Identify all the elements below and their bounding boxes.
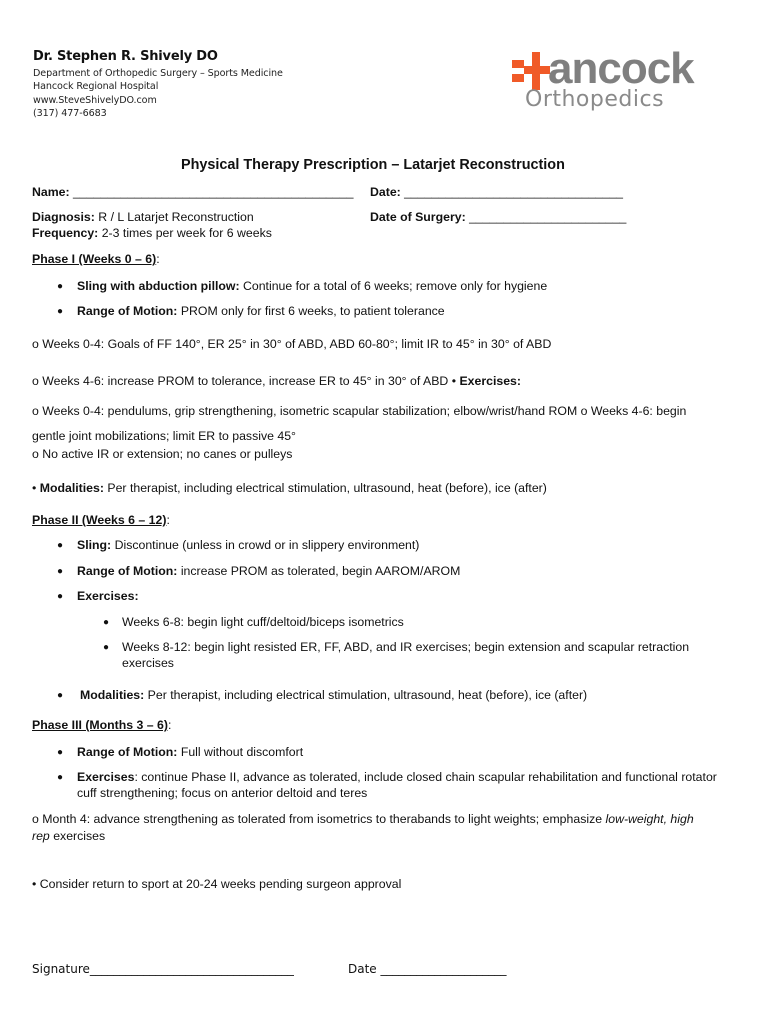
phase1-weeks46: o Weeks 4-6: increase PROM to tolerance, increase ER to 45° in 30° of ABD • Exercises: [32, 374, 521, 388]
logo-word: ancock [548, 44, 694, 93]
bullet-icon: ● [57, 306, 64, 317]
phase3-exercises-b: cuff strengthening; focus on anterior deltoid and teres [77, 786, 368, 800]
phase2-heading: Phase II (Weeks 6 – 12): [32, 513, 170, 527]
phase3-month4-b: rep exercises [32, 829, 106, 843]
surgery-date-label: Date of Surgery: [370, 210, 466, 224]
surgery-date-blank: _______________________ [469, 210, 627, 224]
phase1-weeks04: o Weeks 0-4: Goals of FF 140°, ER 25° in 30° of ABD, ABD 60-80°; limit IR to 45° in 30° of ABD [32, 337, 552, 351]
frequency-label: Frequency: [32, 226, 99, 240]
diagnosis-label: Diagnosis: [32, 210, 95, 224]
department: Department of Orthopedic Surgery – Sports Medicine [33, 68, 283, 79]
phase1-heading: Phase I (Weeks 0 – 6): [32, 252, 160, 266]
phase2-sub2a: Weeks 8-12: begin light resisted ER, FF, ABD, and IR exercises; begin extension and scapular retraction [122, 640, 690, 654]
signature-line: Signature__________________________________ [32, 962, 294, 976]
doctor-name: Dr. Stephen R. Shively DO [33, 49, 218, 64]
phase1-modalities: • Modalities: Per therapist, including electrical stimulation, ultrasound, heat (before), ice (after) [32, 481, 547, 495]
phase3-month4-a: o Month 4: advance strengthening as tolerated from isometrics to therabands to light weights; emphasize low-weight, high [32, 812, 694, 826]
name-label: Name: [32, 185, 70, 199]
return-to-sport: • Consider return to sport at 20-24 weeks pending surgeon approval [32, 877, 402, 891]
bullet-icon: ● [57, 281, 64, 292]
website: www.SteveShivelyDO.com [33, 95, 157, 106]
phase2-sub1: Weeks 6-8: begin light cuff/deltoid/biceps isometrics [122, 615, 404, 629]
phase3-heading: Phase III (Months 3 – 6): [32, 718, 172, 732]
diagnosis [32, 210, 254, 224]
logo-subtitle: Orthopedics [525, 87, 665, 112]
diagnosis-value: R / L Latarjet Reconstruction [98, 210, 254, 224]
phase1-rom: Range of Motion: PROM only for first 6 weeks, to patient tolerance [77, 304, 445, 318]
phase2-modalities: Modalities: Per therapist, including electrical stimulation, ultrasound, heat (before), ice (after) [80, 688, 588, 702]
phase1-ex-line3: o No active IR or extension; no canes or pulleys [32, 447, 293, 461]
surgery-date-field [370, 210, 626, 224]
hancock-logo [512, 44, 747, 116]
bullet-icon: ● [57, 690, 64, 701]
phase3-rom: Range of Motion: Full without discomfort [77, 745, 304, 759]
phase2-rom: Range of Motion: increase PROM as tolerated, begin AAROM/AROM [77, 564, 461, 578]
frequency-value: 2-3 times per week for 6 weeks [101, 226, 272, 240]
bullet-icon: ● [103, 642, 110, 653]
signature-date-line: Date _____________________ [348, 962, 507, 976]
phase2-exercises-label: Exercises: [77, 589, 139, 603]
date-blank: ________________________________ [404, 185, 624, 199]
bullet-icon: ● [57, 772, 64, 783]
phone: (317) 477-6683 [33, 108, 107, 119]
cross-h-icon [512, 52, 550, 92]
bullet-icon: ● [57, 747, 64, 758]
bullet-icon: ● [57, 566, 64, 577]
bullet-icon: ● [57, 591, 64, 602]
phase1-ex-line2: gentle joint mobilizations; limit ER to passive 45° [32, 429, 296, 443]
name-blank: _________________________________________ [73, 185, 354, 199]
date-field [370, 185, 623, 199]
frequency [32, 226, 272, 240]
hospital: Hancock Regional Hospital [33, 81, 159, 92]
name-field [32, 185, 353, 199]
page-title: Physical Therapy Prescription – Latarjet Reconstruction [181, 157, 565, 173]
phase3-exercises-a: Exercises: continue Phase II, advance as tolerated, include closed chain scapular rehabilitation and functional rotator [77, 770, 717, 784]
phase2-sling: Sling: Discontinue (unless in crowd or in slippery environment) [77, 538, 420, 552]
phase1-sling: Sling with abduction pillow: Continue for a total of 6 weeks; remove only for hygiene [77, 279, 548, 293]
bullet-icon: ● [57, 540, 64, 551]
bullet-icon: ● [103, 617, 110, 628]
phase2-sub2b: exercises [122, 656, 174, 670]
date-label: Date: [370, 185, 401, 199]
phase1-ex-line1: o Weeks 0-4: pendulums, grip strengthening, isometric scapular stabilization; elbow/wrist/hand ROM o Weeks 4-6: begin [32, 404, 687, 418]
